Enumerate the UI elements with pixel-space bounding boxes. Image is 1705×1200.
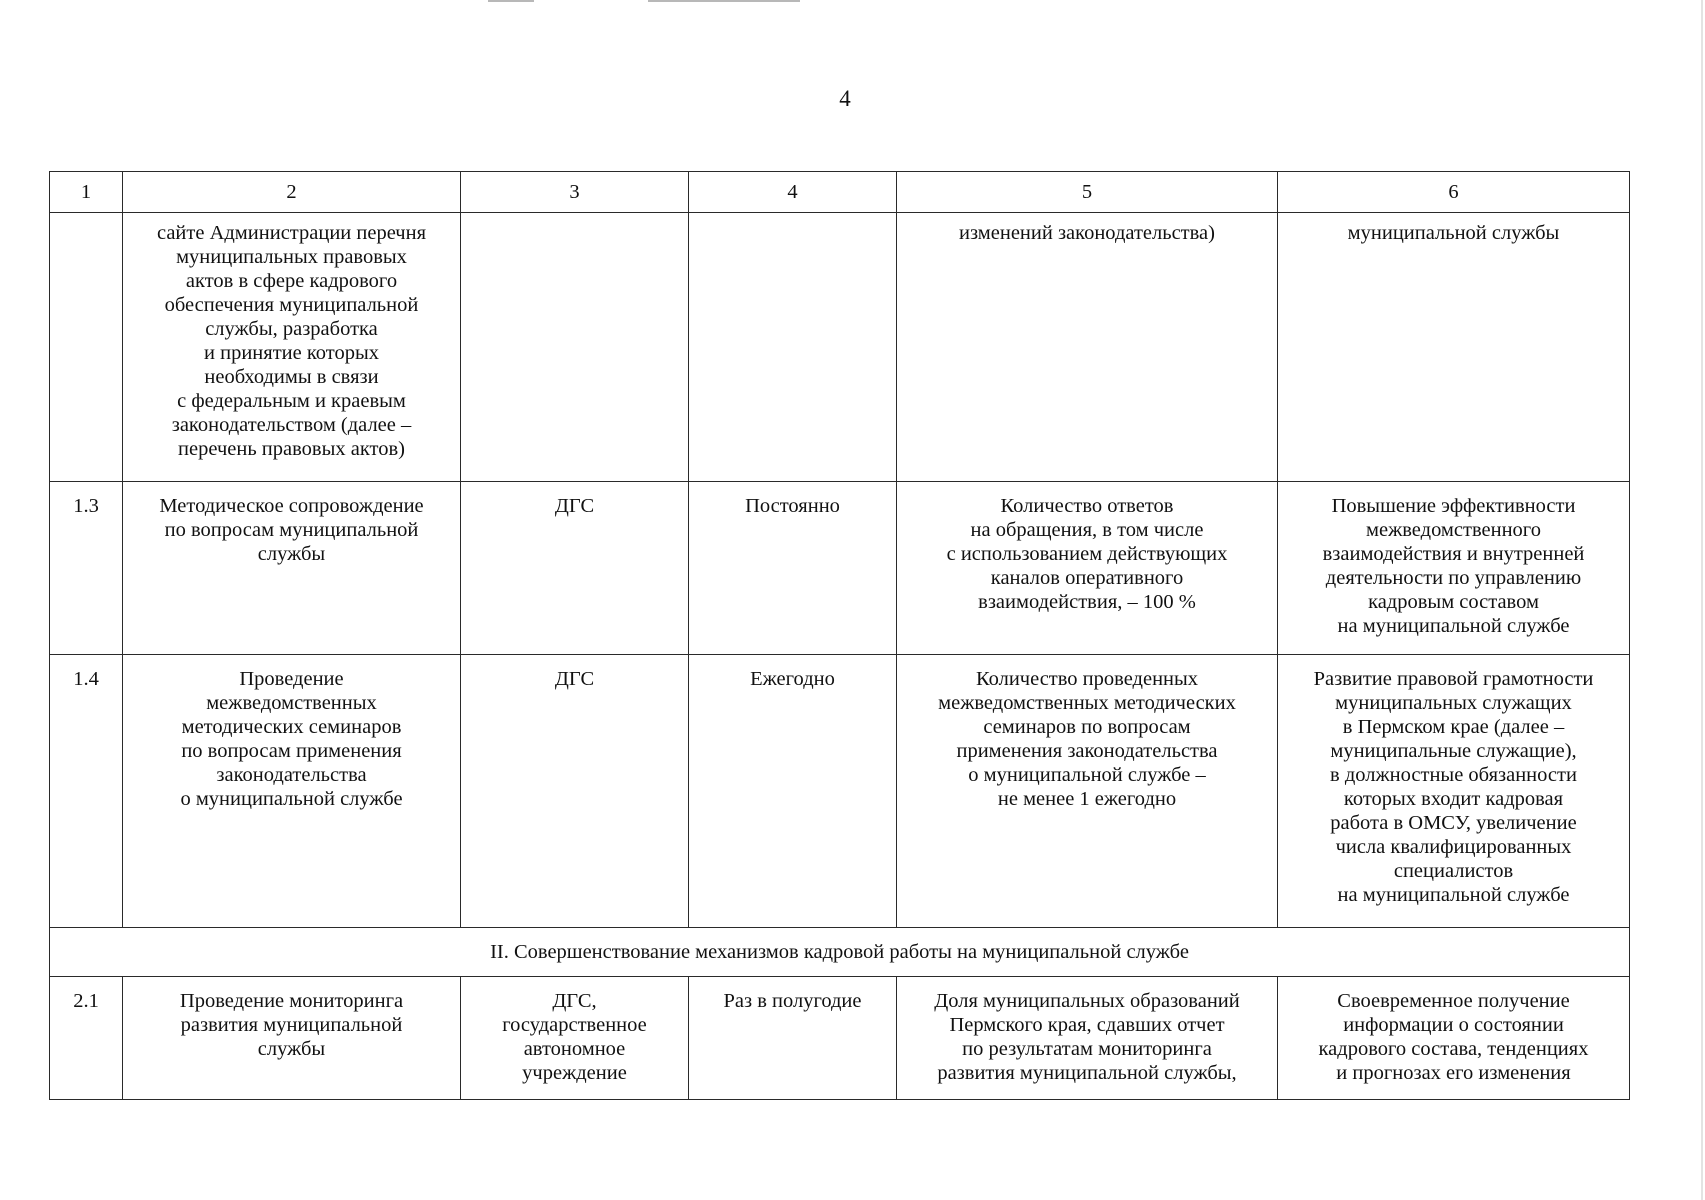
- term-cell: Постоянно: [689, 482, 897, 655]
- responsible-cell: [461, 213, 689, 482]
- column-header: 6: [1278, 172, 1630, 213]
- table-row: [50, 655, 1630, 928]
- scan-artifact-mark: [488, 0, 534, 2]
- term-cell: [689, 213, 897, 482]
- responsible-cell: ДГС: [461, 655, 689, 928]
- indicator-cell: Количество ответов на обращения, в том числе с использованием действующих каналов оперативного взаимодействия, – 100 %: [897, 482, 1278, 655]
- column-header: 3: [461, 172, 689, 213]
- column-header: 2: [123, 172, 461, 213]
- indicator-cell: Доля муниципальных образований Пермского края, сдавших отчет по результатам мониторинга развития муниципальной службы,: [897, 977, 1278, 1100]
- row-number-cell: 2.1: [50, 977, 123, 1100]
- row-number-cell: 1.4: [50, 655, 123, 928]
- result-cell: Развитие правовой грамотности муниципальных служащих в Пермском крае (далее – муниципальные служащие), в должностные обязанности которых входит кадровая работа в ОМСУ, увеличение числа квалифицированных специалистов на муниципальной службе: [1278, 655, 1630, 928]
- activity-cell: Проведение мониторинга развития муниципальной службы: [123, 977, 461, 1100]
- table-row: [50, 213, 1630, 482]
- scan-edge: [1701, 0, 1703, 1200]
- result-cell: Повышение эффективности межведомственного взаимодействия и внутренней деятельности по управлению кадровым составом на муниципальной службе: [1278, 482, 1630, 655]
- row-number-cell: 1.3: [50, 482, 123, 655]
- activity-cell: сайте Администрации перечня муниципальных правовых актов в сфере кадрового обеспечения муниципальной службы, разработка и принятие которых необходимы в связи с федеральным и краевым законодательством (далее – перечень правовых актов): [123, 213, 461, 482]
- table-row: [50, 977, 1630, 1100]
- column-number-row: [50, 172, 1630, 213]
- responsible-cell: ДГС, государственное автономное учреждение: [461, 977, 689, 1100]
- row-number-cell: [50, 213, 123, 482]
- section-heading-row: [50, 928, 1630, 977]
- activity-cell: Методическое сопровождение по вопросам муниципальной службы: [123, 482, 461, 655]
- responsible-cell: ДГС: [461, 482, 689, 655]
- column-header: 4: [689, 172, 897, 213]
- indicator-cell: изменений законодательства): [897, 213, 1278, 482]
- term-cell: Ежегодно: [689, 655, 897, 928]
- table-row: [50, 482, 1630, 655]
- section-title: II. Совершенствование механизмов кадровой работы на муниципальной службе: [50, 928, 1630, 977]
- result-cell: муниципальной службы: [1278, 213, 1630, 482]
- activity-cell: Проведение межведомственных методических семинаров по вопросам применения законодательства о муниципальной службе: [123, 655, 461, 928]
- column-header: 1: [50, 172, 123, 213]
- result-cell: Своевременное получение информации о состоянии кадрового состава, тенденциях и прогнозах его изменения: [1278, 977, 1630, 1100]
- activity-plan-table: [49, 171, 1630, 1100]
- indicator-cell: Количество проведенных межведомственных методических семинаров по вопросам применения законодательства о муниципальной службе – не менее 1 ежегодно: [897, 655, 1278, 928]
- column-header: 5: [897, 172, 1278, 213]
- term-cell: Раз в полугодие: [689, 977, 897, 1100]
- scan-artifact-mark: [648, 0, 800, 2]
- page-number: 4: [839, 86, 851, 111]
